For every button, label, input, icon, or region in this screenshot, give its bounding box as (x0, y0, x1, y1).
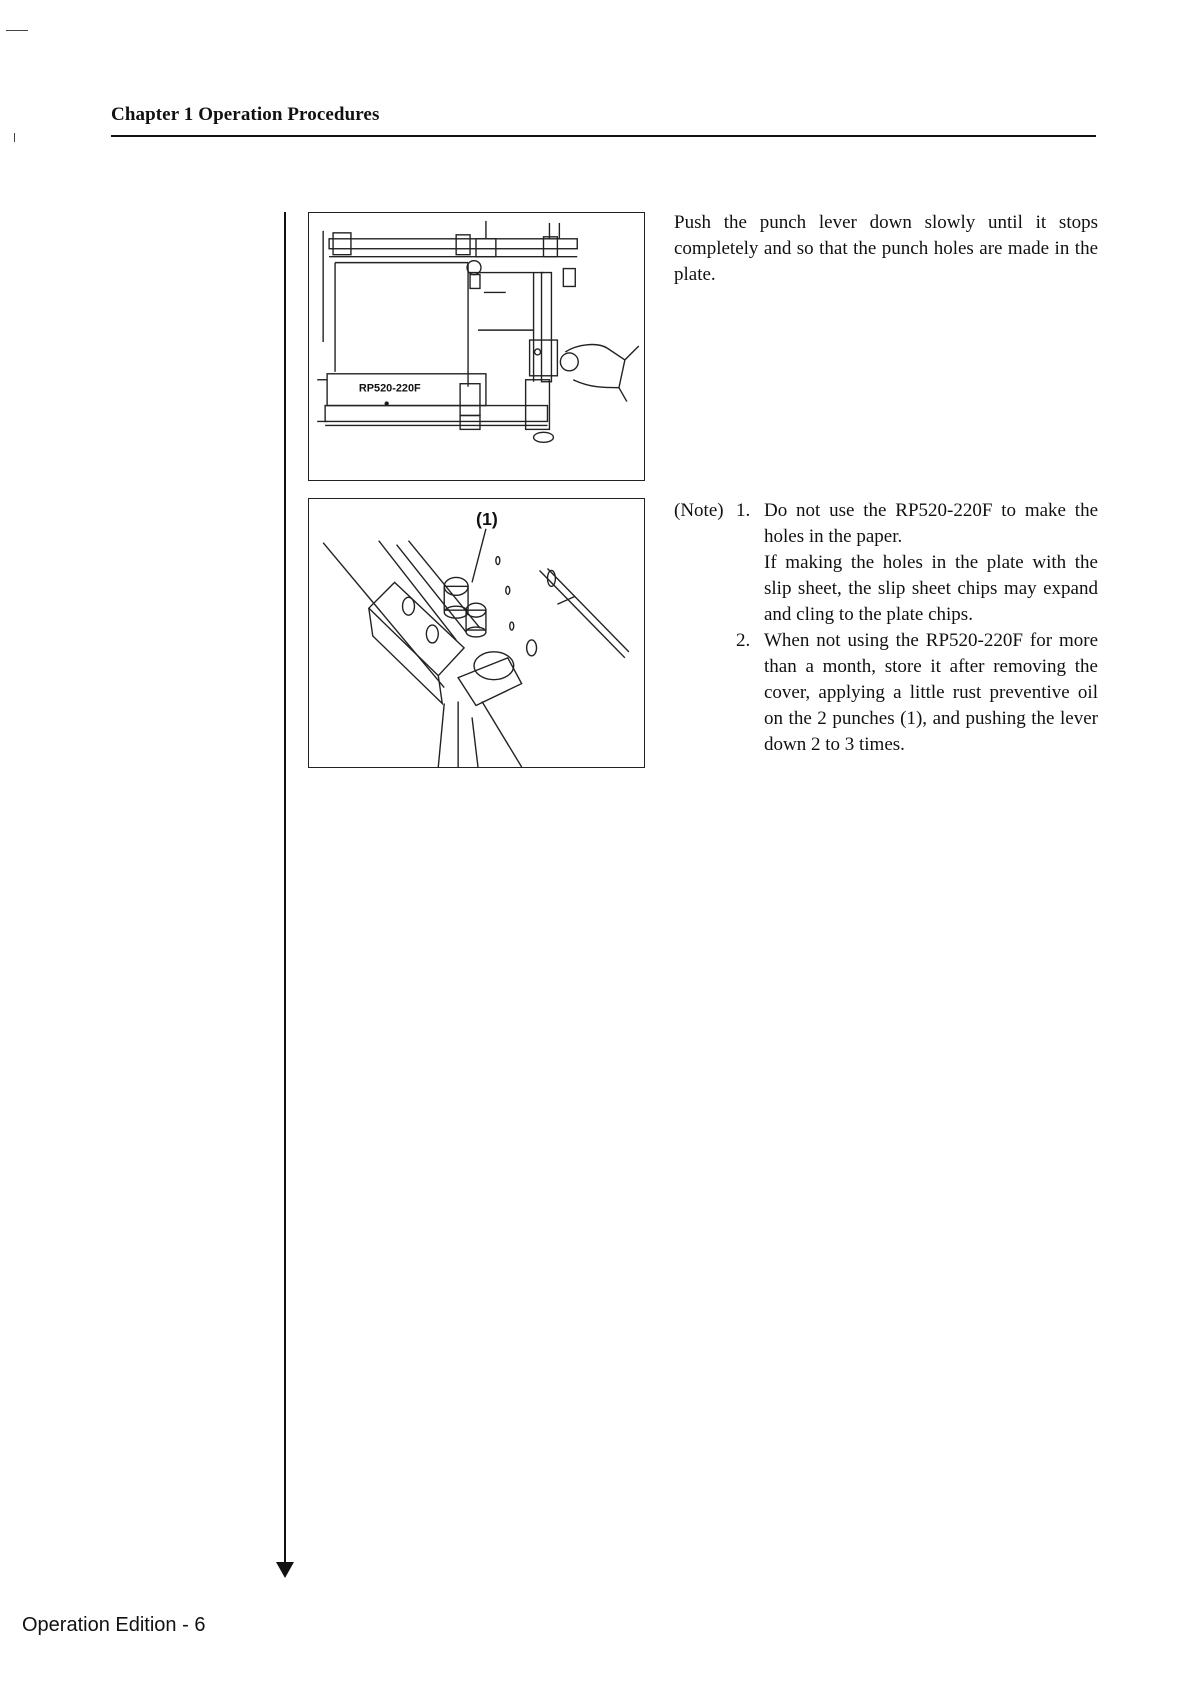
note-number: 1. (736, 500, 751, 521)
note-body (764, 498, 1098, 628)
flow-arrow-icon (276, 1562, 294, 1578)
note-body (764, 628, 1098, 758)
flow-line (284, 212, 286, 1564)
note-line: When not using the RP520-220F for more than a month, store it after removing the cover, applying a little rust preventive oil on the 2 punches (1), and pushing the lever down 2 to 3 times. (764, 630, 1098, 755)
note-line: If making the holes in the plate with the slip sheet, the slip sheet chips may expand and cling to the plate chips. (764, 552, 1098, 625)
note-block (674, 498, 1098, 758)
model-label: RP520-220F (358, 382, 421, 395)
chapter-title: Chapter 1 Operation Procedures (111, 104, 380, 125)
note-line: Do not use the RP520-220F to make the holes in the paper. (764, 500, 1098, 547)
note-number: 2. (736, 630, 751, 651)
punch-closeup-illustration (308, 498, 645, 768)
punch-unit-illustration (308, 212, 645, 481)
header-rule (111, 135, 1096, 137)
scan-artifact (14, 133, 15, 142)
note-item (674, 498, 1098, 628)
note-item (674, 628, 1098, 758)
callout-1: (1) (476, 508, 498, 529)
step-instruction: Push the punch lever down slowly until it stops completely and so that the punch holes are made in the plate. (674, 212, 1098, 285)
note-label: (Note) (674, 500, 724, 521)
scan-artifact (6, 30, 28, 31)
page-footer: Operation Edition - 6 (22, 1614, 206, 1636)
